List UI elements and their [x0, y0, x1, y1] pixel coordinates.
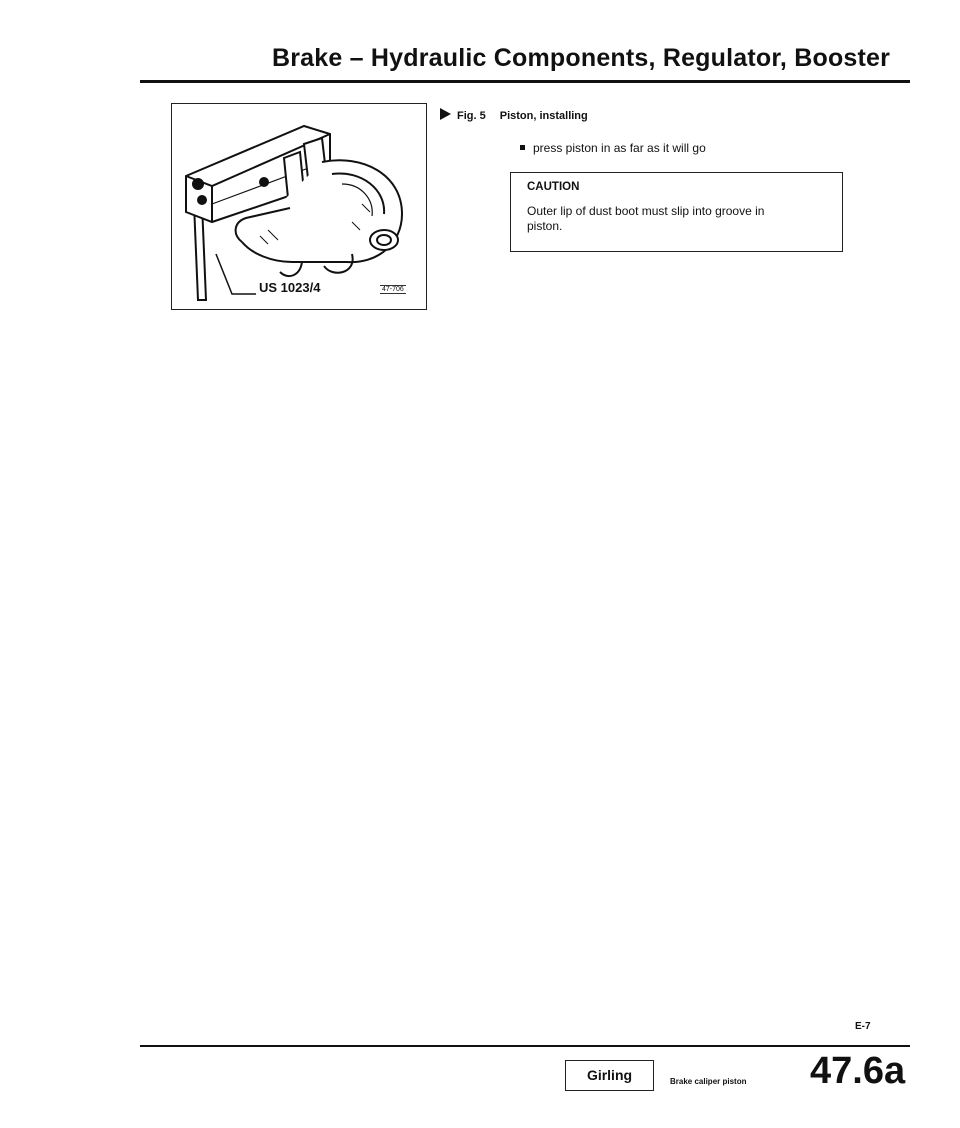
- bullet-square-icon: [520, 145, 525, 150]
- page-code: E-7: [855, 1021, 871, 1032]
- figure-caption: [440, 108, 588, 122]
- header-rule: [140, 80, 910, 83]
- page-title: Brake – Hydraulic Components, Regulator, Booster: [272, 44, 891, 72]
- caution-title: CAUTION: [527, 181, 580, 193]
- footer-description: Brake caliper piston: [670, 1077, 747, 1086]
- figure-ref-code: 47-706: [382, 286, 404, 293]
- instruction-step: [520, 141, 706, 155]
- footer-label-box: Girling: [565, 1060, 654, 1091]
- footer-rule: [140, 1045, 910, 1047]
- caution-box: [510, 172, 843, 252]
- figure-number: Fig. 5: [457, 110, 486, 122]
- figure-caption-title: Piston, installing: [499, 110, 588, 122]
- figure-part-label: US 1023/4: [259, 280, 321, 295]
- instruction-step-text: press piston in as far as it will go: [533, 141, 706, 155]
- figure-illustration: [171, 103, 427, 310]
- caution-text: Outer lip of dust boot must slip into groove in piston.: [527, 204, 765, 233]
- arrow-right-icon: [440, 108, 451, 120]
- page-number: 47.6a: [810, 1050, 906, 1092]
